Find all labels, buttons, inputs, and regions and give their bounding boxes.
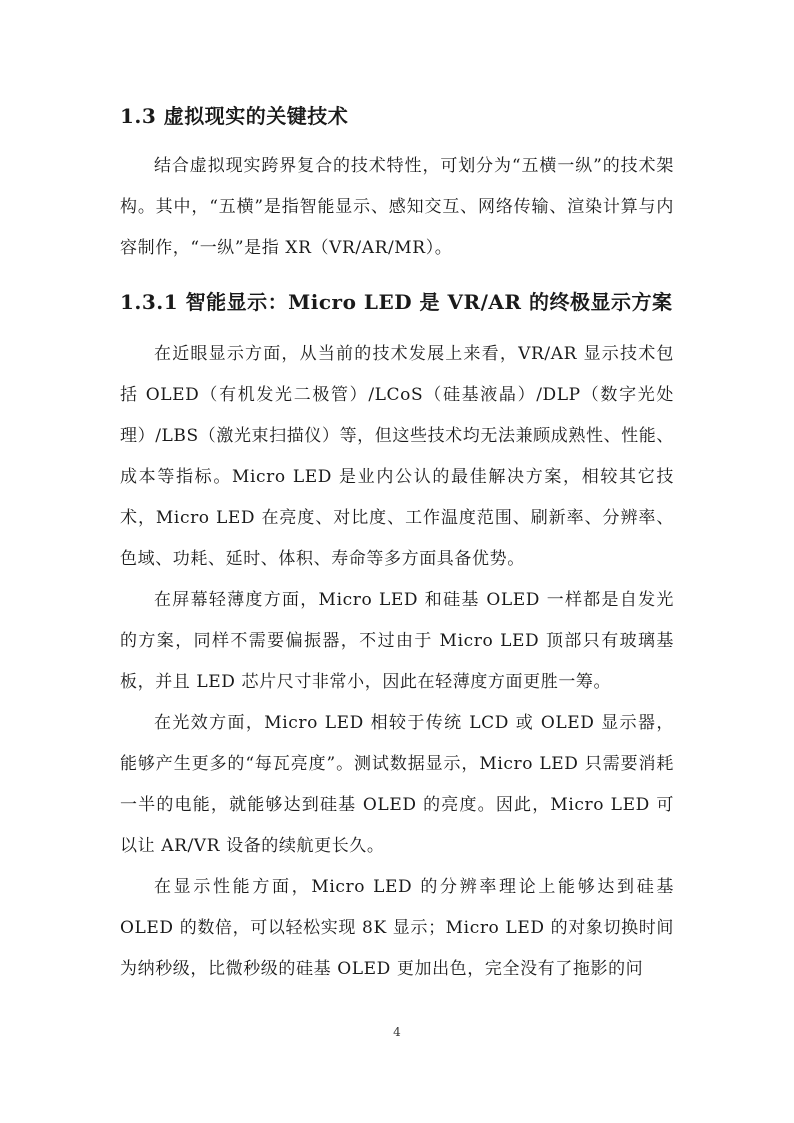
subsection-heading: 1.3.1 智能显示：Micro LED 是 VR/AR 的终极显示方案 <box>120 290 673 314</box>
intro-paragraph: 结合虚拟现实跨界复合的技术特性，可划分为“五横一纵”的技术架构。其中，“五横”是指智能显示、感知交互、网络传输、渲染计算与内容制作，“一纵”是指 XR（VR/AR/MR）。 <box>120 156 674 258</box>
page-content <box>120 96 674 990</box>
body-paragraph-thinness: 在屏幕轻薄度方面，Micro LED 和硅基 OLED 一样都是自发光的方案，同样不需要偏振器，不过由于 Micro LED 顶部只有玻璃基板，并且 LED 芯片尺寸非常小，因此在轻薄度方面更胜一筹。 <box>120 590 674 692</box>
body-paragraph-performance: 在显示性能方面，Micro LED 的分辨率理论上能够达到硅基 OLED 的数倍，可以轻松实现 8K 显示；Micro LED 的对象切换时间为纳秒级，比微秒级的硅基 OLED 更加出色，完全没有了拖影的问 <box>120 877 674 979</box>
section-heading: 1.3 虚拟现实的关键技术 <box>120 104 349 128</box>
body-paragraph-near-eye: 在近眼显示方面，从当前的技术发展上来看，VR/AR 显示技术包括 OLED（有机发光二极管）/LCoS（硅基液晶）/DLP（数字光处理）/LBS（激光束扫描仪）等，但这些技术均无法兼顾成熟性、性能、成本等指标。Micro LED 是业内公认的最佳解决方案，相较其它技术，Micro LED 在亮度、对比度、工作温度范围、刷新率、分辨率、色域、功耗、延时、体积、寿命等多方面具备优势。 <box>120 344 674 569</box>
body-paragraph-efficiency: 在光效方面，Micro LED 相较于传统 LCD 或 OLED 显示器，能够产生更多的“每瓦亮度”。测试数据显示，Micro LED 只需要消耗一半的电能，就能够达到硅基 OLED 的亮度。因此，Micro LED 可以让 AR/VR 设备的续航更长久。 <box>120 713 674 856</box>
page-number: 4 <box>393 1025 401 1039</box>
